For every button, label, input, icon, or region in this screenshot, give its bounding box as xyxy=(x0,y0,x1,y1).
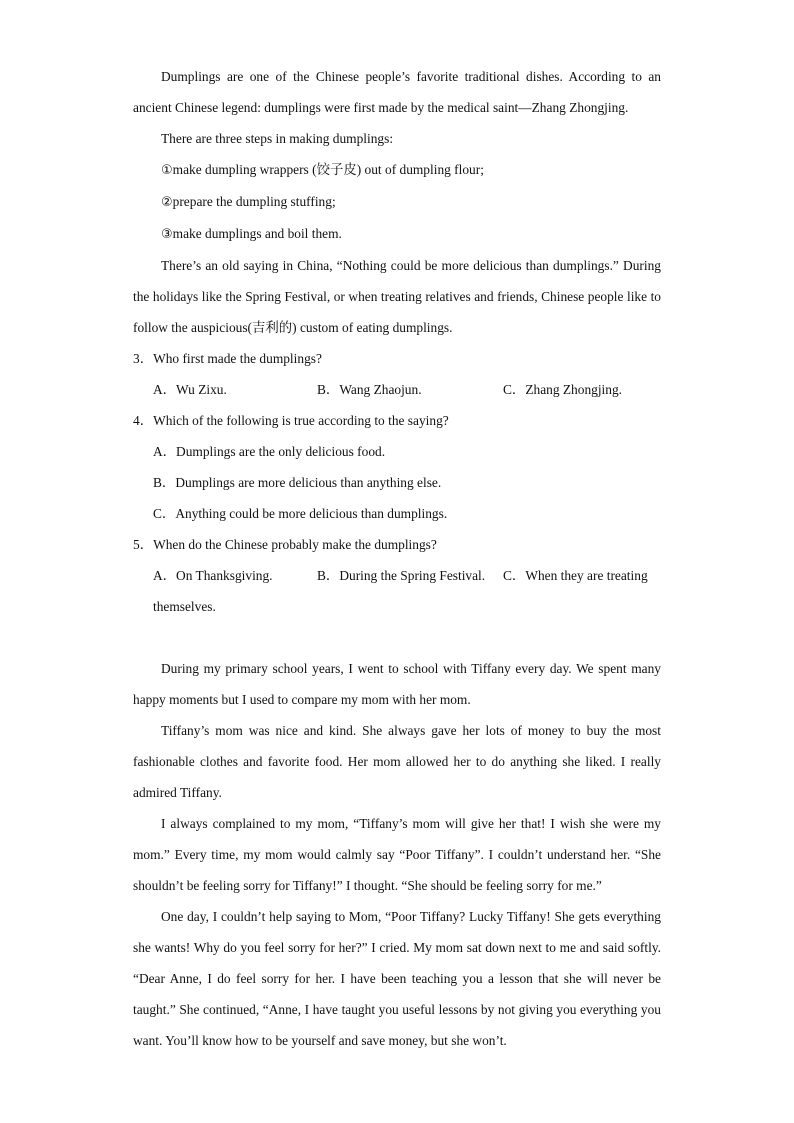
question-3-option-a: A．Wu Zixu. xyxy=(153,382,227,397)
step-2-number: ② xyxy=(161,195,173,210)
question-5-option-a: A．On Thanksgiving. xyxy=(153,568,273,583)
document-body xyxy=(133,61,661,1056)
step-1 xyxy=(133,154,661,186)
step-2 xyxy=(133,186,661,218)
section-gap xyxy=(133,622,661,653)
question-4-option-a: A．Dumplings are the only delicious food. xyxy=(153,444,386,459)
step-3-text: make dumplings and boil them. xyxy=(172,226,342,241)
passage2-paragraph-1: During my primary school years, I went to school with Tiffany every day. We spent many happy moments but I used to compare my mom with her mom. xyxy=(133,661,661,707)
step-2-text: prepare the dumpling stuffing; xyxy=(172,194,336,209)
passage1-paragraph-3: There’s an old saying in China, “Nothing could be more delicious than dumplings.” During the holidays like the Spring Festival, or when treating relatives and friends, Chinese people like to follow the auspicious(吉利的) custom of eating dumplings. xyxy=(133,258,661,335)
question-5-option-c: C．When they are treating xyxy=(503,568,648,583)
question-5-option-b: B．During the Spring Festival. xyxy=(317,568,486,583)
question-3-options xyxy=(133,374,661,405)
passage1-paragraph-1: Dumplings are one of the Chinese people’s favorite traditional dishes. According to an ancient Chinese legend: dumplings were first made by the medical saint—Zhang Zhongjing. xyxy=(133,69,661,115)
passage1-paragraph-2: There are three steps in making dumplings: xyxy=(161,131,394,146)
question-5-options xyxy=(133,560,661,591)
question-3-option-b: B．Wang Zhaojun. xyxy=(317,382,422,397)
question-3-option-c: C．Zhang Zhongjing. xyxy=(503,382,623,397)
question-3-stem: 3．Who first made the dumplings? xyxy=(133,351,322,366)
step-3 xyxy=(133,218,661,250)
question-5-stem: 5．When do the Chinese probably make the dumplings? xyxy=(133,537,437,552)
passage2-paragraph-2: Tiffany’s mom was nice and kind. She always gave her lots of money to buy the most fashionable clothes and favorite food. Her mom allowed her to do anything she liked. I really admired Tiffany. xyxy=(133,723,661,800)
passage2-paragraph-4: One day, I couldn’t help saying to Mom, “Poor Tiffany? Lucky Tiffany! She gets everything she wants! Why do you feel sorry for her?” I cried. My mom sat down next to me and said softly. “Dear Anne, I do feel sorry for her. I have been teaching you a lesson that she will never be taught.” She continued, “Anne, I have taught you useful lessons by not giving you everything you want. You’ll know how to be yourself and save money, but she won’t. xyxy=(133,909,661,1048)
question-5-option-c-continued: themselves. xyxy=(153,599,216,614)
passage2-paragraph-3: I always complained to my mom, “Tiffany’s mom will give her that! I wish she were my mom.” Every time, my mom would calmly say “Poor Tiffany”. I couldn’t understand her. “She shouldn’t be feeling sorry for Tiffany!” I thought. “She should be feeling sorry for me.” xyxy=(133,816,661,893)
step-1-number: ① xyxy=(161,163,173,178)
question-4-option-c: C．Anything could be more delicious than dumplings. xyxy=(153,506,448,521)
step-1-text: make dumpling wrappers (饺子皮) out of dumpling flour; xyxy=(172,162,484,177)
question-4-option-b: B．Dumplings are more delicious than anything else. xyxy=(153,475,442,490)
step-3-number: ③ xyxy=(161,227,173,242)
question-4-stem: 4．Which of the following is true according to the saying? xyxy=(133,413,449,428)
